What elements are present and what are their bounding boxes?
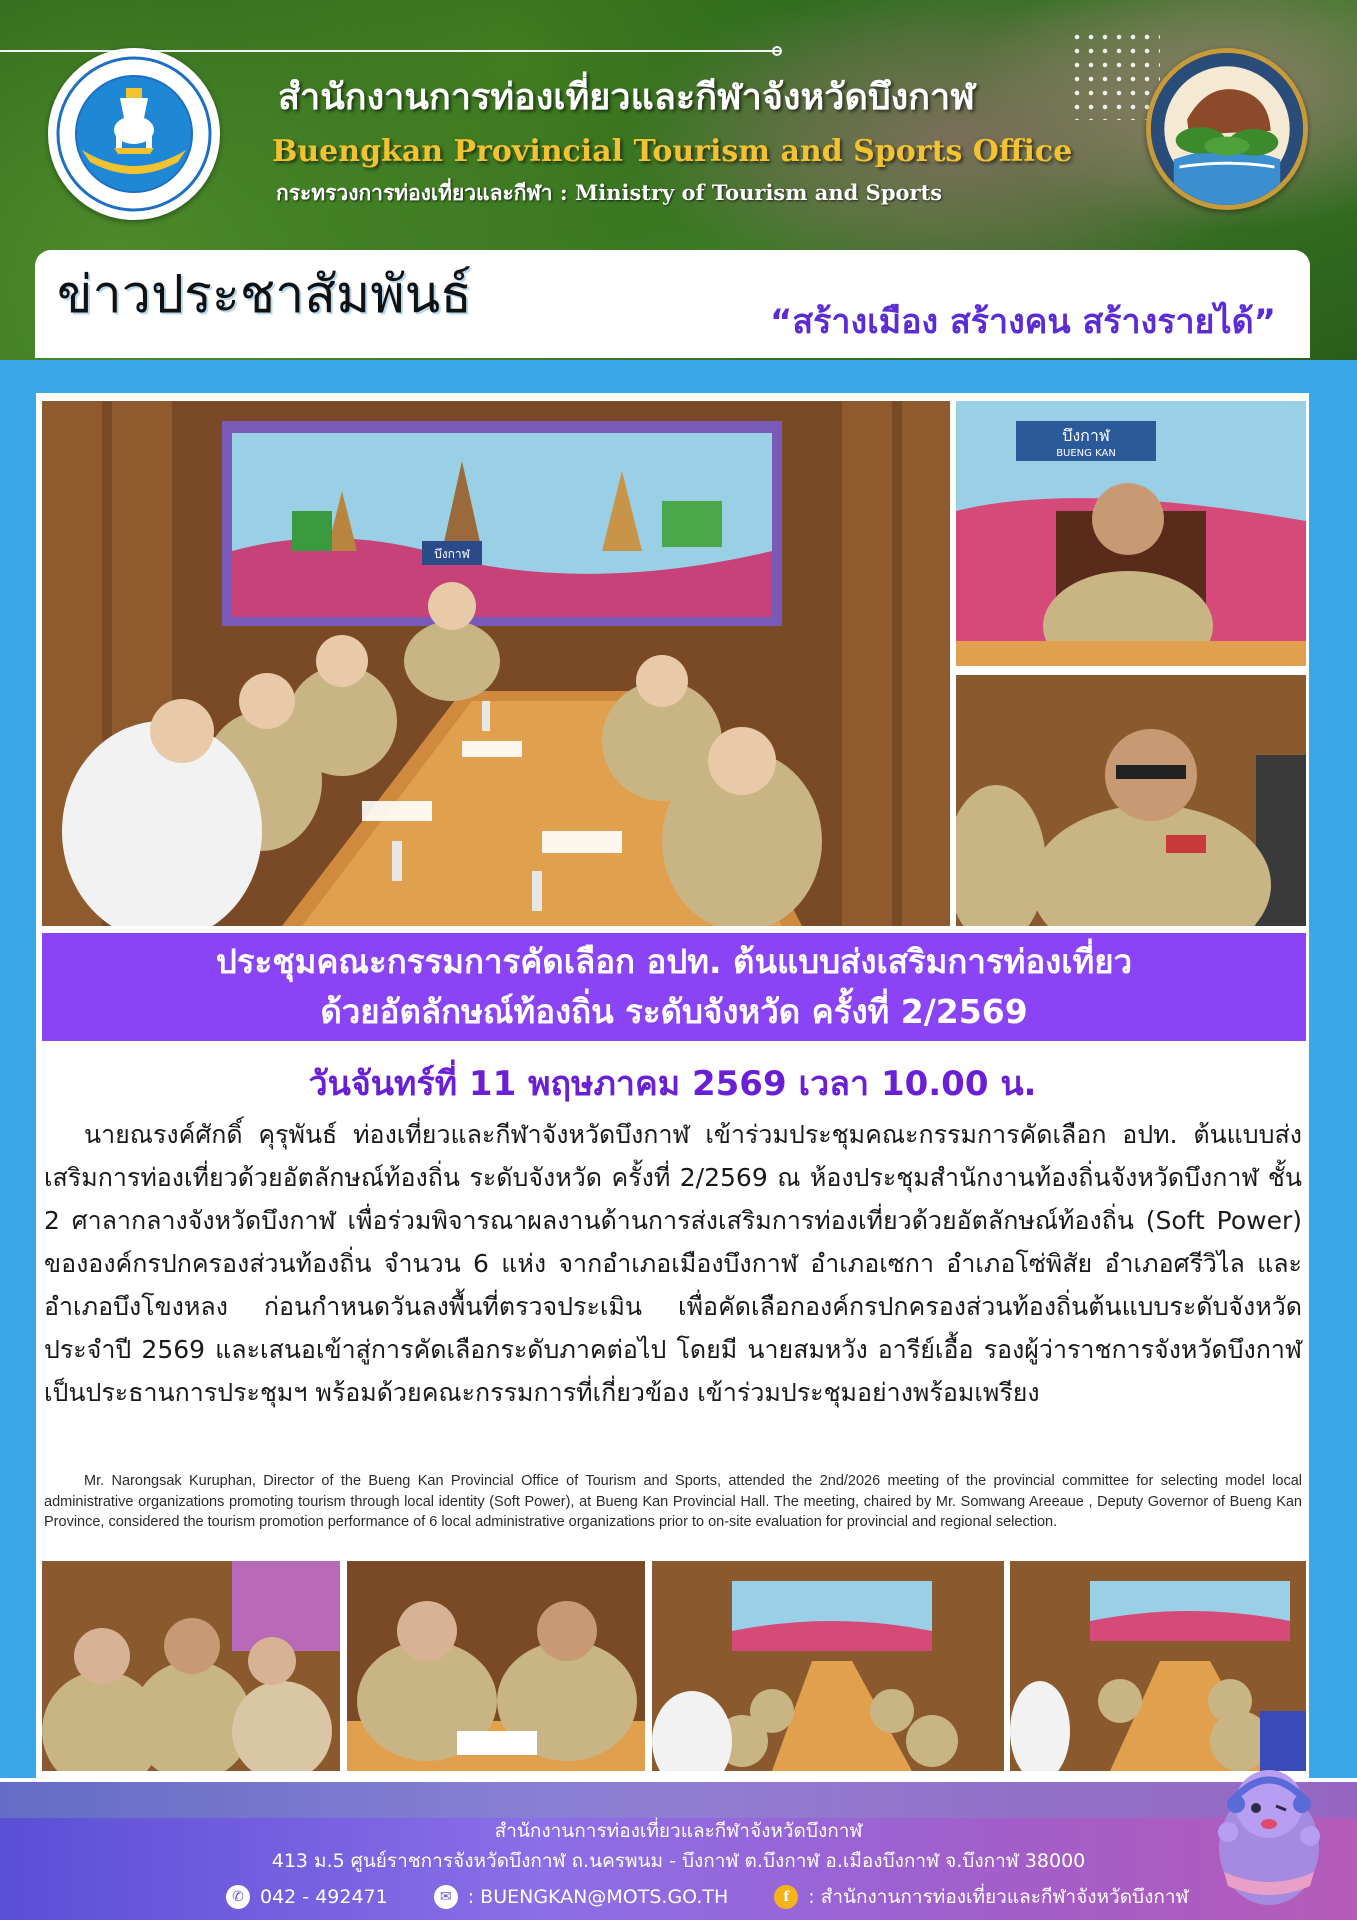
mascot-illustration bbox=[1206, 1752, 1332, 1918]
photo-sign-text-thai: บึงกาฬ bbox=[1062, 426, 1110, 445]
headline-line-1: ประชุมคณะกรรมการคัดเลือก อปท. ต้นแบบส่งเสริมการท่องเที่ยว bbox=[215, 942, 1133, 981]
header-banner bbox=[0, 0, 1357, 360]
photo-sign-text: บึงกาฬ bbox=[434, 547, 470, 561]
meeting-photo-4 bbox=[1010, 1561, 1306, 1771]
email-contact[interactable] bbox=[434, 1885, 729, 1909]
decorative-dot bbox=[772, 46, 782, 56]
office-name-english: Buengkan Provincial Tourism and Sports Office bbox=[272, 134, 1073, 169]
photo-sign-text-english: BUENG KAN bbox=[1056, 448, 1116, 459]
office-name-thai: สำนักงานการท่องเที่ยวและกีฬาจังหวัดบึงกาฬ bbox=[278, 77, 975, 118]
phone-icon: ✆ bbox=[226, 1885, 250, 1909]
facebook-contact[interactable] bbox=[774, 1882, 1188, 1912]
facebook-page: : สำนักงานการท่องเที่ยวและกีฬาจังหวัดบึงกาฬ bbox=[808, 1886, 1189, 1908]
press-release-title-card bbox=[35, 250, 1310, 358]
footer bbox=[0, 1778, 1357, 1920]
footer-decorative-strip bbox=[0, 1782, 1357, 1818]
meeting-photo-1 bbox=[42, 1561, 340, 1771]
meeting-room-photo bbox=[42, 401, 950, 926]
phone-contact[interactable] bbox=[226, 1885, 388, 1909]
news-card bbox=[36, 393, 1309, 1778]
slogan: “สร้างเมือง สร้างคน สร้างรายได้” bbox=[770, 302, 1276, 342]
article-body-english: Mr. Narongsak Kuruphan, Director of the Bueng Kan Provincial Office of Tourism and Sports, attended the 2nd/2026 meeting of the provincial committee for selecting model local administrative organizations promoting tourism through local identity (Soft Power), at Bueng Kan Provincial Hall. The meeting, chaired by Mr. Somwang Areeaue , Deputy Governor of Bueng Kan Province, considered the tourism promotion performance of 6 local administrative organizations prior to on-site evaluation for provincial and regional selection. bbox=[44, 1473, 1302, 1530]
footer-address: 413 ม.5 ศูนย์ราชการจังหวัดบึงกาฬ ถ.นครพนม - บึงกาฬ ต.บึงกาฬ อ.เมืองบึงกาฬ จ.บึงกาฬ 38000 bbox=[271, 1850, 1086, 1872]
email-address: : BUENGKAN@MOTS.GO.TH bbox=[467, 1886, 729, 1908]
headline-banner bbox=[42, 933, 1306, 1041]
chairman-speaking-photo bbox=[956, 401, 1306, 666]
footer-office-name: สำนักงานการท่องเที่ยวและกีฬาจังหวัดบึงกาฬ bbox=[494, 1820, 863, 1842]
headline-line-2: ด้วยอัตลักษณ์ท้องถิ่น ระดับจังหวัด ครั้งที่ 2/2569 bbox=[320, 992, 1028, 1031]
ministry-name: กระทรวงการท่องเที่ยวและกีฬา : Ministry of Tourism and Sports bbox=[276, 180, 943, 205]
province-seal-icon bbox=[1146, 48, 1308, 210]
event-date: วันจันทร์ที่ 11 พฤษภาคม 2569 เวลา 10.00 น. bbox=[308, 1064, 1037, 1104]
meeting-photo-3 bbox=[652, 1561, 1004, 1771]
phone-number: 042 - 492471 bbox=[260, 1886, 388, 1908]
meeting-photo-2 bbox=[347, 1561, 645, 1771]
facebook-icon: f bbox=[774, 1885, 798, 1909]
article-body-thai: นายณรงค์ศักดิ์ คุรุพันธ์ ท่องเที่ยวและกีฬาจังหวัดบึงกาฬ เข้าร่วมประชุมคณะกรรมการคัดเลือก อปท. ต้นแบบส่งเสริมการท่องเที่ยวด้วยอัตลักษณ์ท้องถิ่น ระดับจังหวัด ครั้งที่ 2/2569 ณ ห้องประชุมสำนักงานท้องถิ่นจังหวัดบึงกาฬ ชั้น 2 ศาลากลางจังหวัดบึงกาฬ เพื่อร่วมพิจารณาผลงานด้านการส่งเสริมการท่องเที่ยวด้วยอัตลักษณ์ท้องถิ่น (Soft Power) ขององค์กรปกครองส่วนท้องถิ่น จำนวน 6 แห่ง จากอำเภอเมืองบึงกาฬ อำเภอเซกา อำเภอโซ่พิสัย อำเภอศรีวิไล และอำเภอบึงโขงหลง ก่อนกำหนดวันลงพื้นที่ตรวจประเมิน เพื่อคัดเลือกองค์กรปกครองส่วนท้องถิ่นต้นแบบระดับจังหวัด ประจำปี 2569 และเสนอเข้าสู่การคัดเลือกระดับภาคต่อไป โดยมี นายสมหวัง อารีย์เอื้อ รองผู้ว่าราชการจังหวัดบึงกาฬ เป็นประธานการประชุมฯ พร้อมด้วยคณะกรรมการที่เกี่ยวข้อง เข้าร่วมประชุมอย่างพร้อมเพรียง bbox=[44, 1120, 1302, 1407]
committee-member-photo bbox=[956, 675, 1306, 926]
contact-row bbox=[226, 1882, 1235, 1912]
press-release-title: ข่าวประชาสัมพันธ์ bbox=[57, 265, 472, 325]
ministry-seal-icon bbox=[48, 48, 220, 220]
email-icon: ✉ bbox=[434, 1885, 458, 1909]
